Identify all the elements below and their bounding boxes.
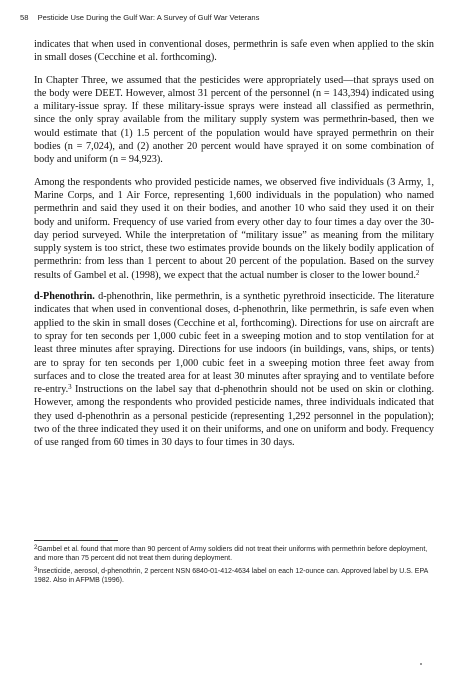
running-header [20, 13, 440, 22]
footnote-divider [34, 540, 118, 541]
section-text-part2: Instructions on the label say that d-phenothrin should not be used on skin or clothing. However, among the respondents who provided pesticide names, three individuals indicated that they used d-phenothrin as a personal pesticide (representing 1,292 personnel in the population); two of the three indicated they used it on their uniforms, and one on uniform and body. Frequency of use ranged from 60 times in 30 days to four times in 30 days. [34, 384, 434, 449]
page-number: 58 [20, 13, 29, 22]
paragraph-2: In Chapter Three, we assumed that the pesticides were appropriately used—that sprays used on the body were DEET. However, almost 31 percent of the personnel (n = 143,394) indicated using a military-issue spray. If these military-issue sprays were instead all classified as permethrin, since the only spray available from the military supply system was permethrin-based, then we would estimate that (1) 1.5 percent of the population would have sprayed permethrin on their bodies (n = 7,024), and (2) another 20 percent would have sprayed it on some combination of body and uniform (n = 94,923). [34, 74, 434, 166]
footnote-2 [34, 545, 434, 564]
paragraph-1: indicates that when used in conventional doses, permethrin is safe even when applied to the skin in small doses (Cecchine et al. forthcoming). [34, 39, 434, 64]
footnotes [34, 545, 434, 588]
footnote-3-text: Insecticide, aerosol, d-phenothrin, 2 percent NSN 6840-01-412-4634 label on each 12-ounce can. Approved label by U.S. EPA 1982. Also in AFPMB (1996). [34, 567, 428, 584]
footnote-2-marker: 2 [34, 545, 38, 551]
paragraph-3-text: Among the respondents who provided pesticide names, we observed five individuals (3 Army, 1, Marine Corps, and 1 Air Force, representing 1,600 individuals in the population) who named permethrin and said they used it on their bodies, and another 10 who said they used it on their body and uniform. Frequency of use varied from every other day to four times a day over the 30-day period surveyed. While the interpretation of “military issue” as meaning from the military supply system is too strict, these two estimates provide bounds on the likely bodily application of permethrin: from less than 1 percent to about 20 percent of the population. Based on the survey results of Gambel et al. (1998), we expect that the actual number is closer to the lower bound. [34, 176, 434, 281]
running-title: Pesticide Use During the Gulf War: A Survey of Gulf War Veterans [37, 13, 260, 22]
section-d-phenothrin [34, 290, 434, 450]
footnote-2-text: Gambel et al. found that more than 90 percent of Army soldiers did not treat their uniforms with permethrin before deployment, and more than 75 percent did not treat them during deployment. [34, 546, 428, 563]
paragraph-3 [34, 176, 434, 282]
footnote-ref-3: 3 [68, 383, 72, 392]
section-text-part1: d-phenothrin, like permethrin, is a synthetic pyrethroid insecticide. The literature indicates that when used in conventional doses, d-phenothrin, like permethrin, is safe even when applied to the skin in small doses (Cecchine et al, forthcoming). Directions for use on aircraft are to spray for ten seconds per 1,000 cubic feet in a sweeping motion and to stop ventilation for at least three minutes after spraying. Directions for use indoors (in buildings, vans, ships, or tents) are to spray for ten seconds per 1,000 cubic feet in a sweeping motion three feet away from surfaces and to close the treated area for at least 30 minutes after spraying and to ventilate before re-entry. [34, 291, 434, 396]
footnote-ref-2: 2 [415, 268, 420, 277]
section-heading: d-Phenothrin. [34, 291, 95, 303]
footnote-3 [34, 567, 434, 586]
body-text [34, 38, 434, 459]
footnote-3-marker: 3 [34, 566, 38, 573]
scan-speck [420, 663, 422, 665]
